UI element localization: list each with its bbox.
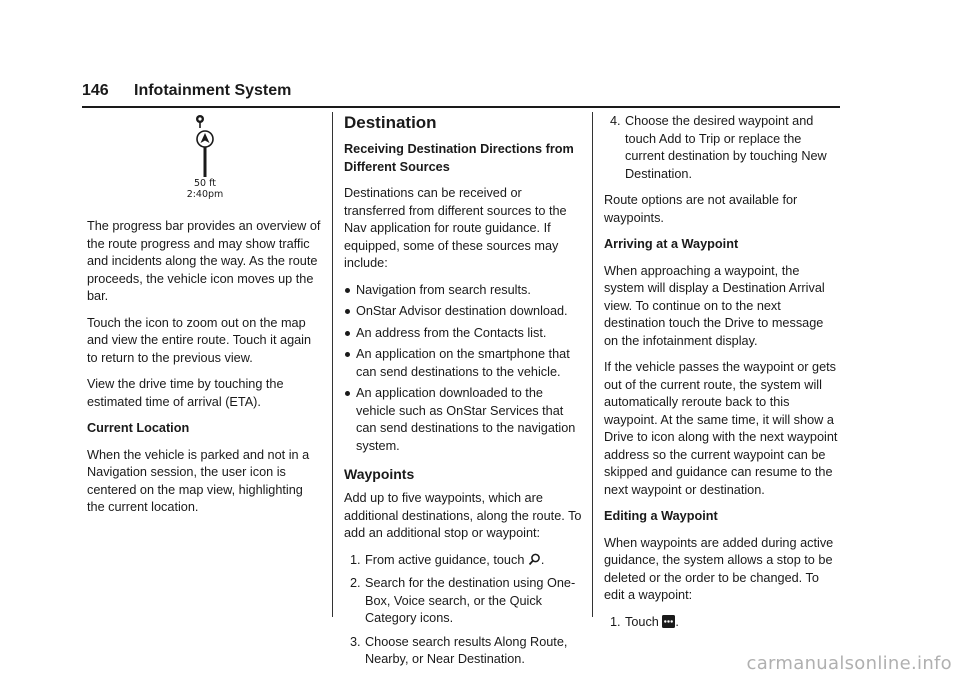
step-number: 4. — [610, 114, 621, 128]
more-icon — [662, 615, 675, 628]
page-title: Infotainment System — [134, 82, 292, 99]
list-item — [344, 575, 584, 628]
paragraph: View the drive time by touching the estimated time of arrival (ETA). — [87, 377, 284, 409]
section-heading-waypoints: Waypoints — [344, 466, 415, 482]
column-divider — [332, 112, 333, 617]
column-left — [87, 113, 323, 526]
paragraph: Add up to five waypoints, which are additional destinations, along the route. To add an additional stop or waypoint: — [344, 491, 582, 540]
step-text: From active guidance, touch — [365, 552, 525, 567]
progress-bar-graphic — [192, 113, 218, 179]
distance-label: 50 ft — [193, 178, 216, 189]
paragraph: When the vehicle is parked and not in a Navigation session, the user icon is centered on the map view, highlighting the current location. — [87, 447, 310, 514]
list-item: OnStar Advisor destination download. — [344, 303, 584, 321]
vehicle-arrow-icon — [197, 131, 213, 147]
section-heading-destination: Destination — [344, 113, 437, 132]
paragraph: Route options are not available for waypoints. — [604, 193, 798, 225]
arriving-heading: Arriving at a Waypoint — [604, 237, 739, 251]
progress-bar-figure — [87, 113, 323, 209]
step-text: Choose the desired waypoint and touch Add to Trip or replace the current destination by touching New Destination. — [625, 114, 827, 181]
list-item — [344, 552, 584, 570]
paragraph: Destinations can be received or transferred from different sources to the Nav application for route guidance. If equipped, some of these sources may include: — [344, 186, 567, 270]
current-location-heading: Current Location — [87, 421, 190, 435]
step-text: Choose search results Along Route, Nearby, or Near Destination. — [365, 634, 568, 666]
step-number: 1. — [610, 614, 621, 629]
step-suffix: . — [675, 614, 679, 629]
step-suffix: . — [540, 552, 545, 567]
page-number: 146 — [82, 82, 109, 99]
paragraph: When approaching a waypoint, the system will display a Destination Arrival view. To continue on to the next destination touch the Drive to message on the infotainment display. — [604, 263, 825, 348]
step-text: Search for the destination using One-Box, Voice search, or the Quick Category icons. — [365, 576, 576, 625]
step-number: 3. — [350, 634, 361, 649]
paragraph: If the vehicle passes the waypoint or gets out of the current route, the system will automatically reroute back to this waypoint. At the same time, it will show a Drive to icon along with the next waypoint address so the current waypoint can be skipped and guidance can resume to the next waypoint or destination. — [604, 360, 838, 497]
column-right — [604, 113, 840, 640]
paragraph: The progress bar provides an overview of the route progress and may show traffic and incidents along the way. As the route proceeds, the vehicle icon moves up the bar. — [87, 219, 321, 303]
location-pin-icon — [196, 115, 204, 128]
list-item — [604, 113, 840, 183]
eta-label: 2:40pm — [186, 189, 224, 200]
column-middle — [344, 113, 584, 678]
list-item — [604, 614, 840, 632]
step-number: 1. — [350, 552, 361, 567]
step-number: 2. — [350, 576, 361, 590]
paragraph: Touch the icon to zoom out on the map and view the entire route. Touch it again to return to the previous view. — [87, 315, 312, 365]
subheading: Receiving Destination Directions from Different Sources — [344, 142, 574, 174]
list-item: An address from the Contacts list. — [344, 325, 584, 343]
waypoint-steps-continued — [604, 113, 840, 183]
list-item: An application downloaded to the vehicle such as OnStar Services that can send destinations to the navigation system. — [344, 385, 584, 455]
waypoint-steps — [344, 552, 584, 669]
step-text: Touch — [625, 614, 659, 629]
list-item: Navigation from search results. — [344, 282, 584, 300]
list-item: An application on the smartphone that can send destinations to the vehicle. — [344, 346, 584, 381]
list-item — [344, 634, 584, 669]
watermark: carmanualsonline.info — [746, 653, 952, 674]
column-divider — [592, 112, 593, 617]
editing-heading: Editing a Waypoint — [604, 509, 718, 523]
page-header — [82, 82, 840, 108]
paragraph: When waypoints are added during active guidance, the system allows a stop to be deleted or the order to be changed. To edit a waypoint: — [604, 535, 834, 602]
sources-list — [344, 282, 584, 456]
search-icon — [528, 553, 541, 566]
editing-steps — [604, 614, 840, 632]
